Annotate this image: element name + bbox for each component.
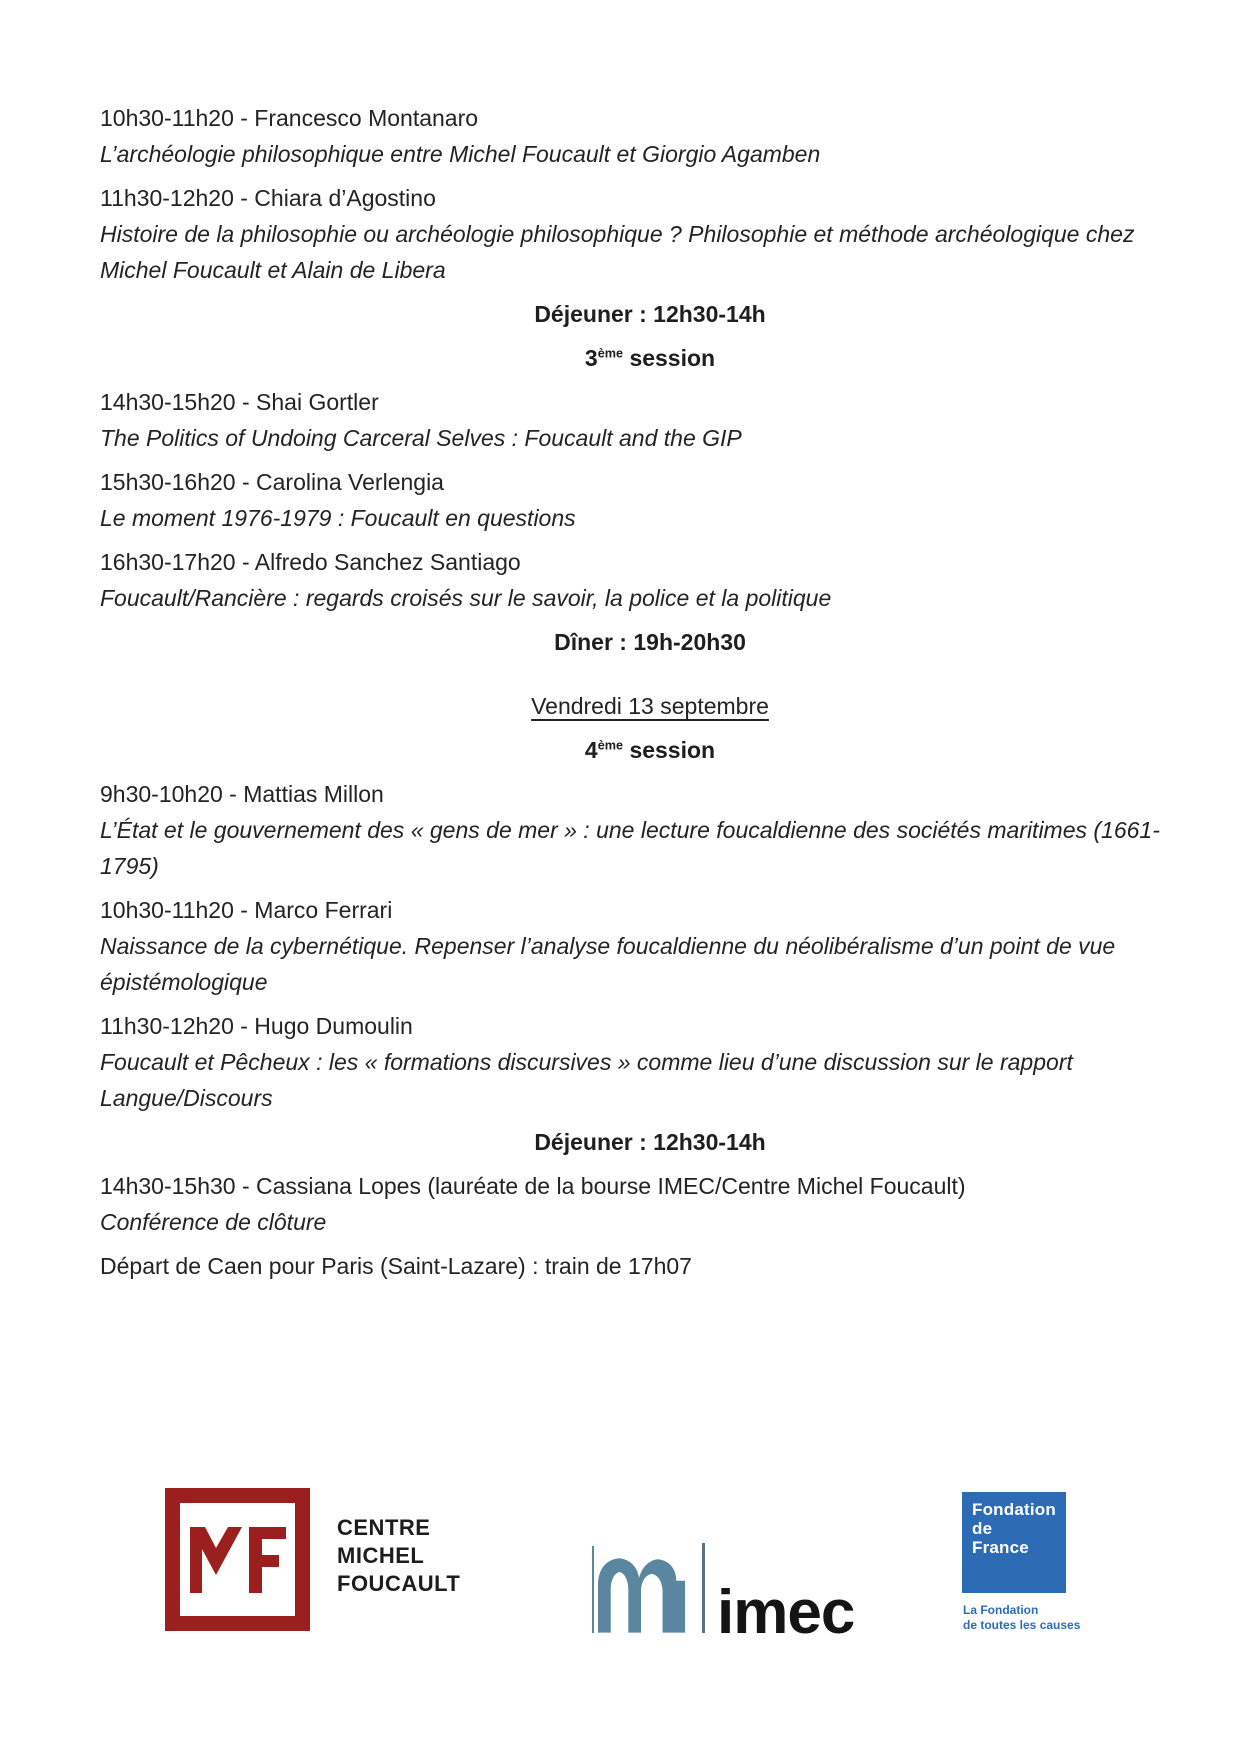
imec-separator-rule [702,1543,705,1633]
talk-title: Conférence de clôture [100,1209,327,1235]
fdf-line: de [972,1519,993,1538]
cmf-line: MICHEL [337,1543,425,1568]
talk-entry [100,776,1200,884]
fdf-line: France [972,1538,1029,1557]
meal-header: Déjeuner : 12h30-14h [534,1129,766,1155]
talk-time: 15h30-16h20 - Carolina Verlengia [100,469,444,495]
session-number: 3 [584,345,598,371]
talk-entry [100,100,1200,172]
talk-entry [100,892,1200,1000]
fdf-tagline-line: La Fondation [963,1603,1039,1617]
talk-time: 9h30-10h20 - Mattias Millon [100,781,384,807]
meal-header: Déjeuner : 12h30-14h [534,301,766,327]
talk-title: Le moment 1976-1979 : Foucault en questions [100,505,576,531]
talk-time: 10h30-11h20 - Francesco Montanaro [100,105,479,131]
talk-title: L’État et le gouvernement des « gens de mer » : une lecture foucaldienne des sociétés maritimes (1661-1795) [100,817,1160,879]
cmf-line: CENTRE [337,1515,431,1540]
talk-title: Naissance de la cybernétique. Repenser l’analyse foucaldienne du néolibéralisme d’un point de vue épistémologique [100,933,1116,995]
talk-entry [100,384,1200,456]
travel-note: Départ de Caen pour Paris (Saint-Lazare) : train de 17h07 [100,1253,692,1279]
session-word: session [629,345,716,371]
day-header: Vendredi 13 septembre [531,693,769,719]
talk-time: 14h30-15h20 - Shai Gortler [100,389,379,415]
session-ordinal: ème [597,738,623,753]
talk-title: The Politics of Undoing Carceral Selves : Foucault and the GIP [100,425,742,451]
talk-title: Foucault et Pêcheux : les « formations discursives » comme lieu d’une discussion sur le rapport Langue/Discours [100,1049,1073,1111]
talk-time: 14h30-15h30 - Cassiana Lopes (lauréate de la bourse IMEC/Centre Michel Foucault) [100,1173,966,1199]
fondation-de-france-logo [962,1492,1066,1593]
session-header [100,732,1200,768]
talk-entry [100,1168,1200,1240]
talk-entry [100,464,1200,536]
session-ordinal: ème [597,346,623,361]
imec-wordmark: imec [717,1578,855,1647]
talk-time: 10h30-11h20 - Marco Ferrari [100,897,393,923]
imec-left-rule [592,1546,594,1633]
imec-abbey-arches-icon [598,1554,688,1633]
talk-time: 16h30-17h20 - Alfredo Sanchez Santiago [100,549,521,575]
talk-title: Foucault/Rancière : regards croisés sur le savoir, la police et la politique [100,585,832,611]
fdf-line: Fondation [972,1500,1056,1519]
talk-time: 11h30-12h20 - Hugo Dumoulin [100,1013,413,1039]
meal-header: Dîner : 19h-20h30 [554,629,746,655]
fdf-tagline [963,1603,1080,1633]
talk-entry [100,1008,1200,1116]
cmf-wordmark [337,1514,460,1598]
talk-entry [100,544,1200,616]
centre-michel-foucault-logo [165,1488,310,1631]
session-number: 4 [584,737,598,763]
talk-title: Histoire de la philosophie ou archéologie philosophique ? Philosophie et méthode archéologique chez Michel Foucault et Alain de Libera [100,221,1135,283]
talk-entry [100,180,1200,288]
session-header [100,340,1200,376]
session-word: session [629,737,716,763]
talk-time: 11h30-12h20 - Chiara d’Agostino [100,185,436,211]
talk-title: L’archéologie philosophique entre Michel Foucault et Giorgio Agamben [100,141,821,167]
cmf-line: FOUCAULT [337,1571,461,1596]
cmf-monogram-icon [190,1527,286,1593]
fdf-tagline-line: de toutes les causes [963,1618,1081,1632]
